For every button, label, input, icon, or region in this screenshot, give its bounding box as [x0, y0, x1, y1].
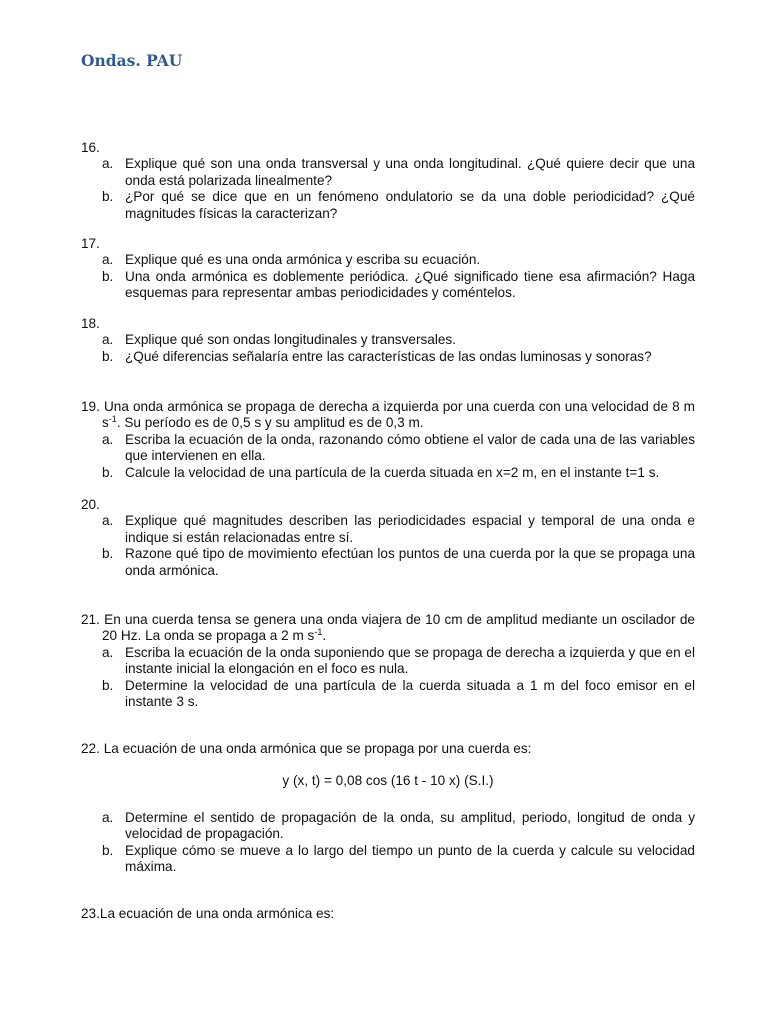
item-label: b. — [102, 348, 114, 364]
item-text: ¿Por qué se dice que en un fenómeno ondulatorio se da una doble periodicidad? ¿Qué magnitudes físicas la caracterizan? — [125, 189, 695, 221]
item-text: Determine el sentido de propagación de la onda, su amplitud, periodo, longitud de onda y velocidad de propagación. — [125, 809, 695, 842]
question-item — [81, 678, 695, 711]
question-stem — [81, 612, 695, 645]
question-22 — [81, 741, 695, 875]
question-number: 18. — [81, 316, 100, 331]
item-text: Una onda armónica es doblemente periódica. ¿Qué significado tiene esa afirmación? Haga esquemas para representar ambas periodicidades y coméntelos. — [125, 268, 695, 301]
item-text: Razone qué tipo de movimiento efectúan los puntos de una cuerda por la que se propaga una onda armónica. — [125, 546, 695, 578]
stem-text: En una cuerda tensa se genera una onda viajera de 10 cm de amplitud mediante un oscilador de 20 Hz. La onda se propaga a 2 m s — [102, 612, 695, 644]
question-stem — [81, 399, 695, 432]
item-label: a. — [102, 809, 114, 825]
question-stem — [81, 741, 695, 757]
stem-superscript: -1 — [314, 627, 323, 638]
item-text: Determine la velocidad de una partícula de la cuerda situada a 1 m del foco emisor en el instante 3 s. — [125, 677, 695, 710]
item-text: Escriba la ecuación de la onda suponiendo que se propaga de derecha a izquierda y que en el instante inicial la elongación en el foco es nula. — [125, 644, 695, 677]
page-title: Ondas. PAU — [81, 51, 183, 70]
question-item — [81, 252, 695, 268]
item-text: Escriba la ecuación de la onda, razonando cómo obtiene el valor de cada una de las variables que intervienen en ella. — [125, 431, 695, 464]
item-text: Calcule la velocidad de una partícula de la cuerda situada en x=2 m, en el instante t=1 s. — [125, 464, 660, 480]
question-number: 22. — [81, 741, 100, 756]
question-item — [81, 465, 695, 481]
item-label: b. — [102, 464, 114, 480]
question-19 — [81, 399, 695, 481]
stem-text: La ecuación de una onda armónica es: — [99, 906, 335, 921]
question-21 — [81, 612, 695, 710]
question-stem — [81, 906, 695, 922]
stem-superscript: -1 — [108, 414, 117, 425]
question-17 — [81, 236, 695, 302]
question-item — [81, 189, 695, 222]
question-18 — [81, 316, 695, 365]
item-text: Explique qué es una onda armónica y escriba su ecuación. — [125, 252, 481, 268]
item-label: b. — [102, 677, 114, 693]
item-label: a. — [102, 431, 114, 447]
item-label: a. — [102, 513, 114, 529]
question-number: 17. — [81, 236, 100, 251]
item-label: a. — [102, 156, 114, 172]
question-item — [81, 645, 695, 678]
stem-text: Una onda armónica se propaga de derecha a izquierda por una cuerda con una velocidad de 8 m s — [102, 399, 696, 431]
question-item — [81, 810, 695, 843]
item-text: Explique cómo se mueve a lo largo del tiempo un punto de la cuerda y calcule su velocidad máxima. — [125, 842, 695, 875]
stem-text: La ecuación de una onda armónica que se propaga por una cuerda es: — [103, 741, 532, 756]
question-number: 21. — [81, 612, 100, 627]
question-item — [81, 546, 695, 579]
stem-text: . Su período es de 0,5 s y su amplitud es de 0,3 m. — [116, 415, 424, 431]
question-23 — [81, 906, 695, 922]
question-number: 20. — [81, 497, 100, 512]
question-16 — [81, 140, 695, 222]
stem-text: . — [322, 628, 327, 644]
question-item — [81, 349, 695, 365]
question-20 — [81, 497, 695, 579]
item-label: a. — [102, 252, 114, 268]
question-number: 19. — [81, 399, 100, 414]
question-item — [81, 843, 695, 876]
question-item — [81, 432, 695, 465]
item-label: a. — [102, 644, 114, 660]
item-text: ¿Qué diferencias señalaría entre las características de las ondas luminosas y sonoras? — [125, 348, 652, 364]
question-number: 16. — [81, 140, 100, 155]
item-label: b. — [102, 546, 114, 562]
question-item — [81, 269, 695, 302]
item-label: b. — [102, 189, 114, 205]
question-item — [81, 156, 695, 189]
item-text: Explique qué magnitudes describen las periodicidades espacial y temporal de una onda e indique si están relacionadas entre sí. — [125, 513, 695, 545]
wave-equation: y (x, t) = 0,08 cos (16 t - 10 x) (S.I.) — [282, 773, 494, 789]
question-number: 23. — [81, 906, 100, 921]
item-text: Explique qué son una onda transversal y una onda longitudinal. ¿Qué quiere decir que una onda está polarizada linealmente? — [125, 156, 695, 188]
question-item — [81, 513, 695, 546]
item-label: a. — [102, 332, 114, 348]
item-label: b. — [102, 268, 114, 284]
item-label: b. — [102, 842, 114, 858]
question-item — [81, 332, 695, 348]
item-text: Explique qué son ondas longitudinales y transversales. — [125, 332, 456, 348]
